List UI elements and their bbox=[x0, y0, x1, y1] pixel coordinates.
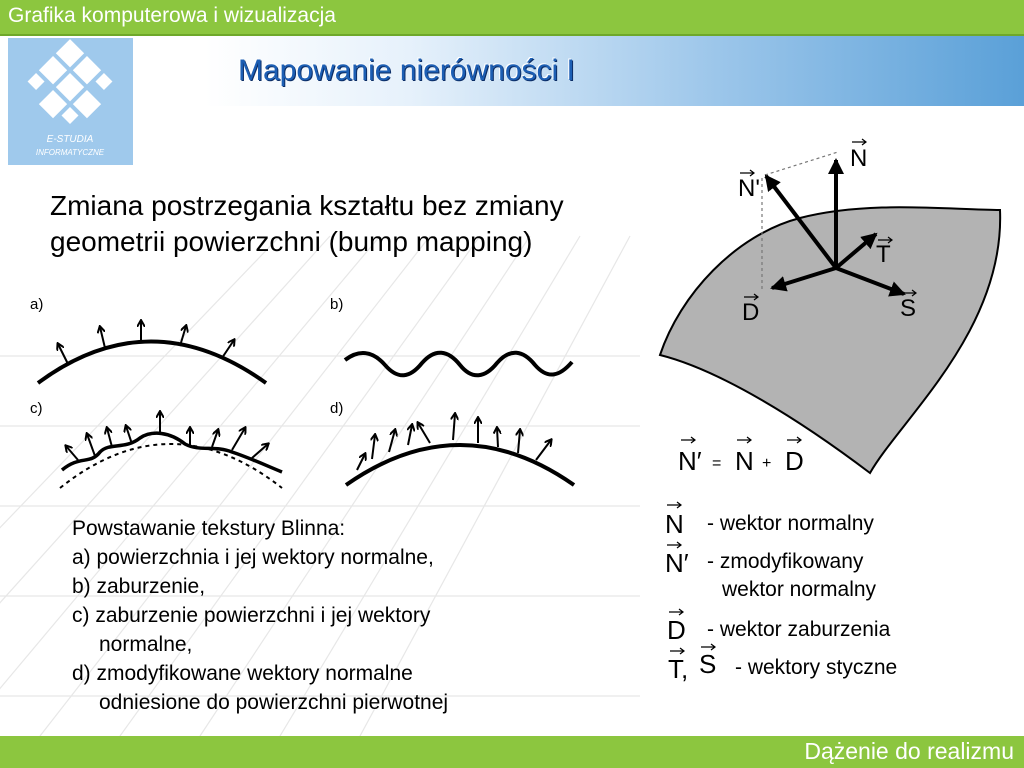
legend-np-text-2: wektor normalny bbox=[722, 578, 877, 601]
legend-n-symbol: N bbox=[665, 509, 684, 539]
legend-d-symbol: D bbox=[667, 615, 686, 645]
e-studia-logo bbox=[8, 38, 133, 165]
bump-panels-figure bbox=[0, 300, 640, 500]
eq-n: N bbox=[735, 446, 754, 476]
slide-title: Mapowanie nierówności I bbox=[238, 54, 575, 87]
panel-d-label: d) bbox=[330, 400, 344, 417]
vector-equation bbox=[670, 428, 820, 478]
course-title: Grafika komputerowa i wizualizacja bbox=[8, 4, 336, 27]
logo-text-2: INFORMATYCZNE bbox=[35, 148, 105, 157]
panel-b-label: b) bbox=[330, 296, 344, 313]
eq-d: D bbox=[785, 446, 804, 476]
caption-line: d) zmodyfikowane wektory normalne bbox=[72, 662, 413, 685]
legend-np-symbol: N′ bbox=[665, 548, 689, 578]
panel-d-figure bbox=[346, 414, 574, 485]
panel-a-label: a) bbox=[30, 296, 44, 313]
lead-text bbox=[50, 188, 650, 260]
panel-b-figure bbox=[345, 353, 572, 376]
panel-a-figure bbox=[38, 321, 266, 383]
caption-line: b) zaburzenie, bbox=[72, 575, 206, 598]
panel-c-figure bbox=[60, 412, 282, 488]
footer-text: Dążenie do realizmu bbox=[804, 738, 1014, 764]
caption-line: a) powierzchnia i jej wektory normalne, bbox=[72, 546, 434, 569]
label-n: N bbox=[850, 145, 868, 172]
panel-c-label: c) bbox=[30, 400, 43, 417]
caption-line: odniesione do powierzchni pierwotnej bbox=[99, 691, 449, 714]
eq-lhs: N′ bbox=[678, 446, 702, 476]
lead-line-1: Zmiana postrzegania kształtu bez zmiany bbox=[50, 190, 564, 221]
caption-line: normalne, bbox=[99, 633, 193, 656]
legend-t-symbol: T, bbox=[668, 654, 689, 684]
label-n-prime: N' bbox=[738, 175, 760, 202]
legend-d-text: - wektor zaburzenia bbox=[707, 618, 891, 641]
legend-np-text-1: - zmodyfikowany bbox=[707, 550, 864, 573]
eq-equals: = bbox=[712, 455, 722, 472]
label-d: D bbox=[742, 299, 760, 326]
label-s: S bbox=[900, 295, 917, 322]
logo-text-1: E-STUDIA bbox=[46, 134, 94, 145]
legend-n-text: - wektor normalny bbox=[707, 512, 874, 535]
legend-ts-text: - wektory styczne bbox=[735, 656, 898, 679]
lead-line-2: geometrii powierzchni (bump mapping) bbox=[50, 226, 533, 257]
caption-line: c) zaburzenie powierzchni i jej wektory bbox=[72, 604, 431, 627]
figure-caption bbox=[72, 514, 542, 717]
legend-s-symbol: S bbox=[699, 649, 717, 679]
caption-line: Powstawanie tekstury Blinna: bbox=[72, 517, 346, 540]
label-t: T bbox=[876, 241, 891, 268]
eq-plus: + bbox=[762, 455, 772, 472]
